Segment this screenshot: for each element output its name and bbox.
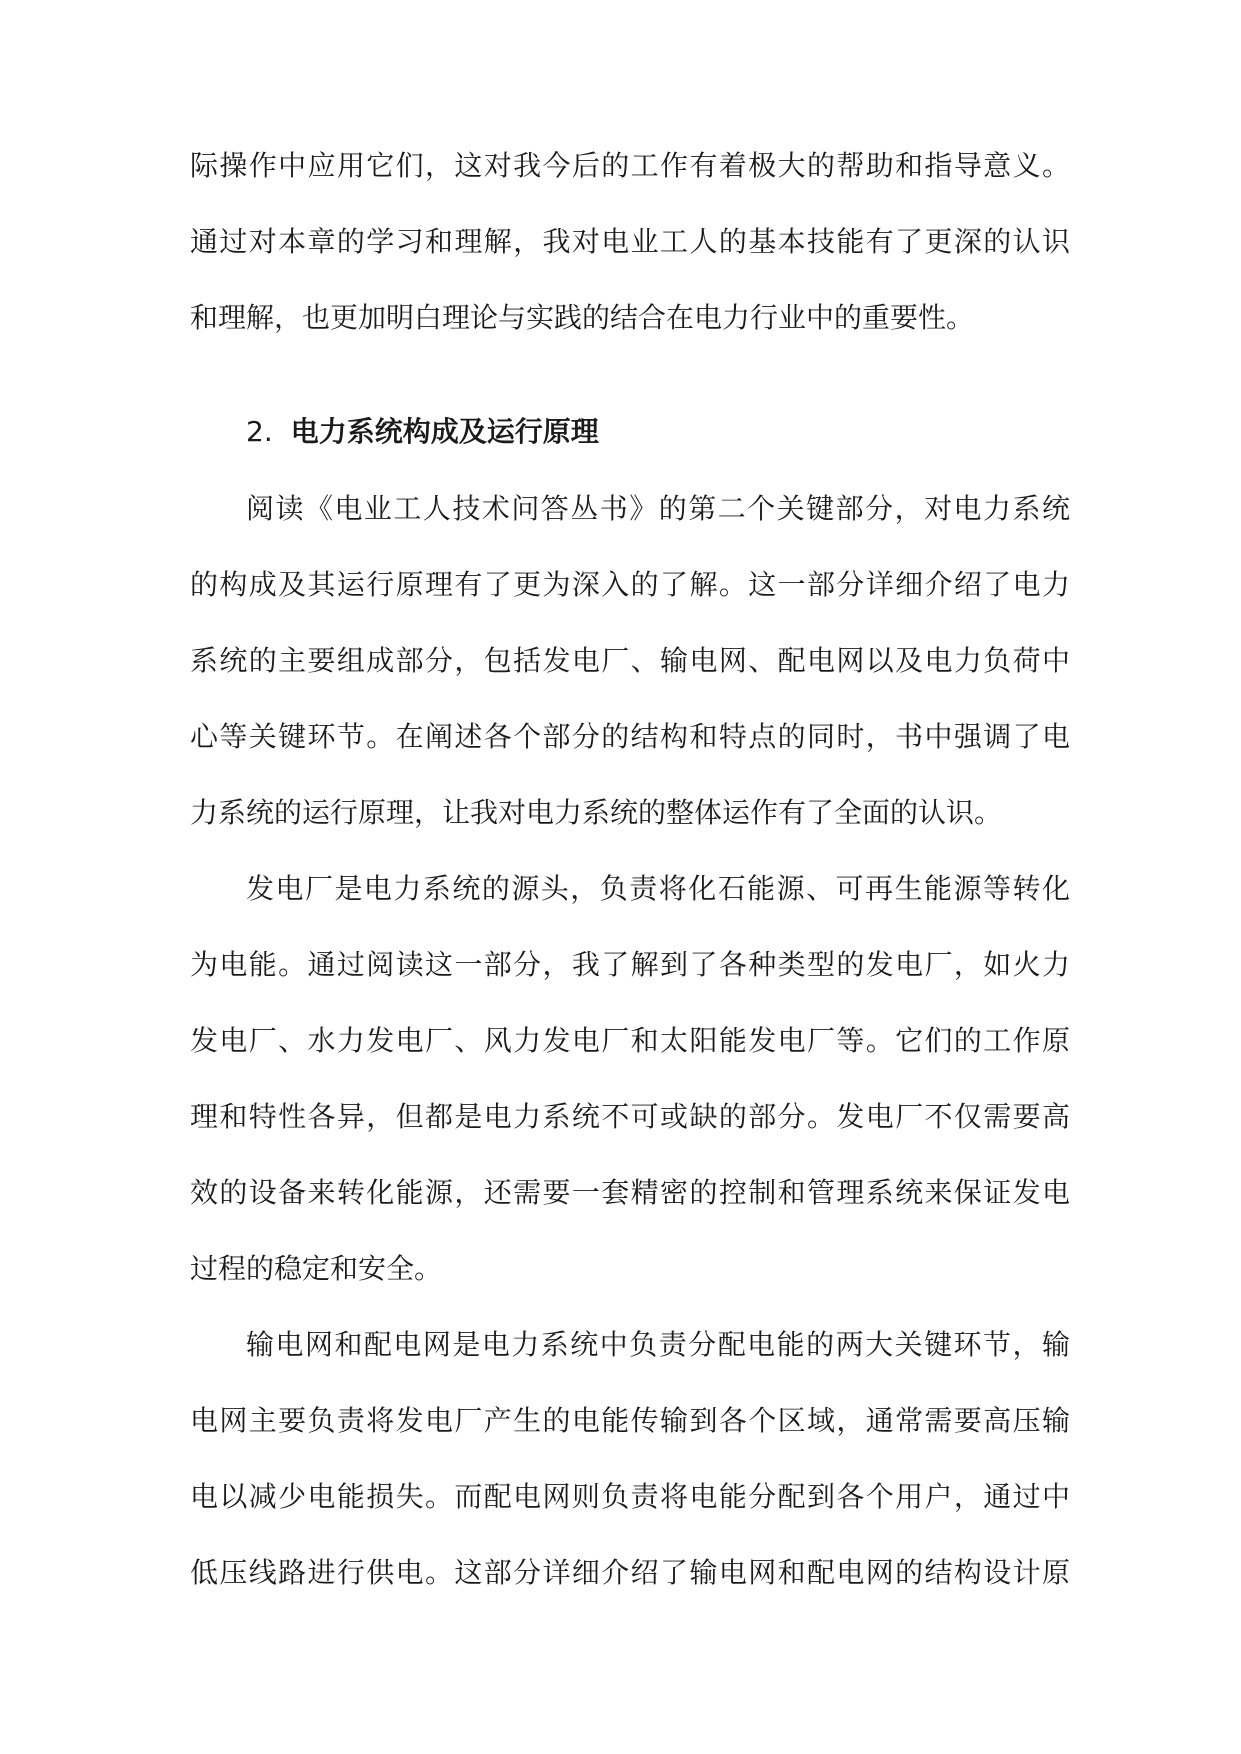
text-line: 的构成及其运行原理有了更为深入的了解。这一部分详细介绍了电力 [190, 568, 1070, 601]
text-line: 和理解，也更加明白理论与实践的结合在电力行业中的重要性。 [190, 301, 975, 334]
text-line: 低压线路进行供电。这部分详细介绍了输电网和配电网的结构设计原 [190, 1556, 1070, 1589]
text-line: 力系统的运行原理，让我对电力系统的整体运作有了全面的认识。 [190, 796, 1003, 829]
text-line: 发电厂、水力发电厂、风力发电厂和太阳能发电厂等。它们的工作原 [190, 1024, 1070, 1057]
text-line: 阅读《电业工人技术问答丛书》的第二个关键部分，对电力系统 [246, 492, 1070, 525]
text-line: 际操作中应用它们，这对我今后的工作有着极大的帮助和指导意义。 [190, 149, 1070, 182]
text-line: 为电能。通过阅读这一部分，我了解到了各种类型的发电厂，如火力 [190, 948, 1070, 981]
text-line: 理和特性各异，但都是电力系统不可或缺的部分。发电厂不仅需要高 [190, 1100, 1070, 1133]
section-heading [246, 412, 599, 452]
section-title: 电力系统构成及运行原理 [290, 415, 599, 448]
text-line: 输电网和配电网是电力系统中负责分配电能的两大关键环节，输 [246, 1328, 1070, 1361]
text-line: 系统的主要组成部分，包括发电厂、输电网、配电网以及电力负荷中 [190, 644, 1070, 677]
text-line: 过程的稳定和安全。 [190, 1252, 443, 1285]
section-number: 2. [246, 415, 273, 448]
text-line: 效的设备来转化能源，还需要一套精密的控制和管理系统来保证发电 [190, 1176, 1070, 1209]
text-line: 电以减少电能损失。而配电网则负责将电能分配到各个用户，通过中 [190, 1480, 1070, 1513]
text-line: 心等关键环节。在阐述各个部分的结构和特点的同时，书中强调了电 [190, 720, 1070, 753]
text-line: 电网主要负责将发电厂产生的电能传输到各个区域，通常需要高压输 [190, 1404, 1070, 1437]
text-line: 发电厂是电力系统的源头，负责将化石能源、可再生能源等转化 [246, 872, 1070, 905]
text-line: 通过对本章的学习和理解，我对电业工人的基本技能有了更深的认识 [190, 225, 1070, 258]
